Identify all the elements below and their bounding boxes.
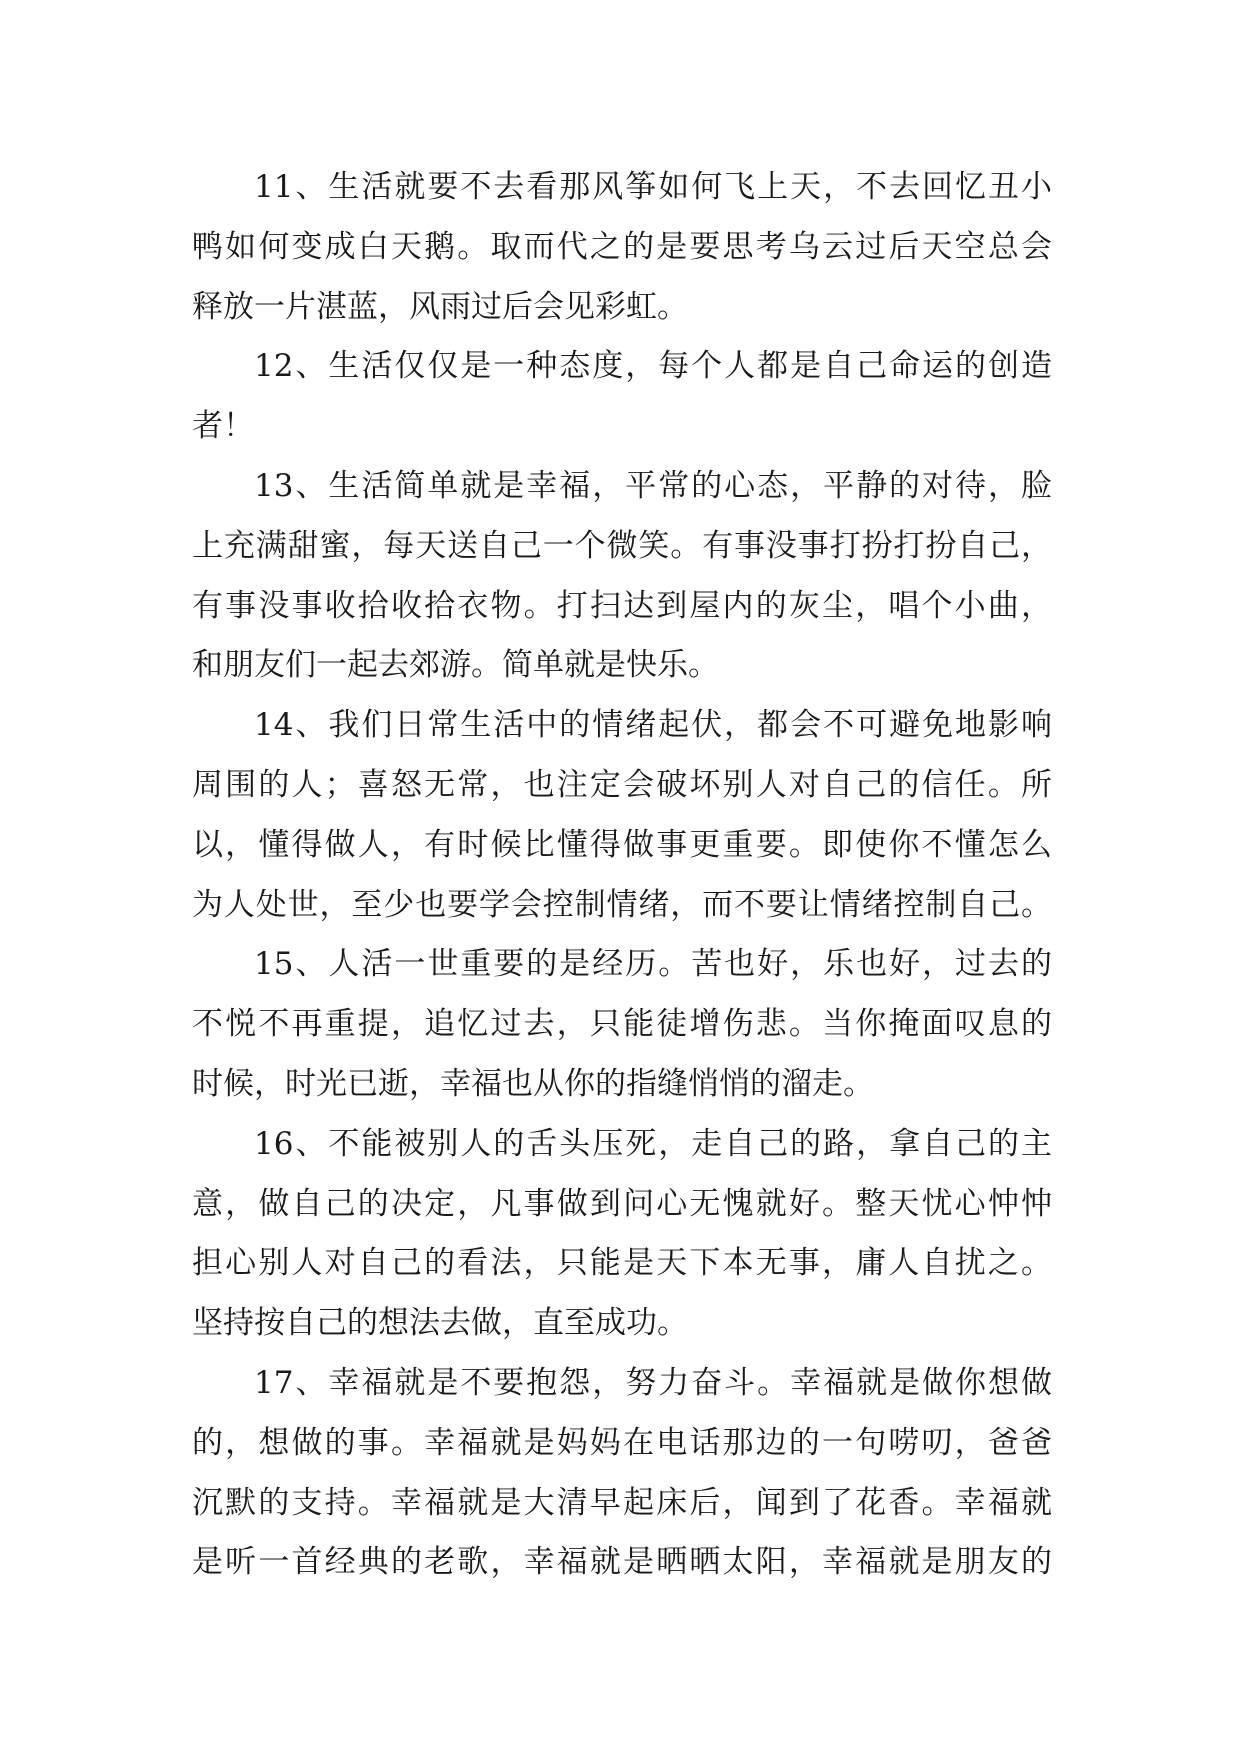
text-line: 13、生活简单就是幸福，平常的心态，平静的对待，脸 xyxy=(254,467,1052,504)
text-line: 周围的人；喜怒无常，也注定会破坏别人对自己的信任。所 xyxy=(192,766,1052,803)
text-line: 以，懂得做人，有时候比懂得做事更重要。即使你不懂怎么 xyxy=(192,826,1052,863)
text-line: 11、生活就要不去看那风筝如何飞上天，不去回忆丑小 xyxy=(254,169,1052,205)
text-line: 的，想做的事。幸福就是妈妈在电话那边的一句唠叨，爸爸 xyxy=(192,1424,1052,1461)
text-line: 12、生活仅仅是一种态度，每个人都是自己命运的创造 xyxy=(254,348,1052,385)
text-line: 为人处世，至少也要学会控制情绪，而不要让情绪控制自己。 xyxy=(192,886,1052,923)
paragraph-13 xyxy=(192,457,1052,696)
text-line: 担心别人对自己的看法，只能是天下本无事，庸人自扰之。 xyxy=(192,1245,1052,1282)
text-line: 不悦不再重提，追忆过去，只能徒增伤悲。当你掩面叹息的 xyxy=(192,1006,1052,1043)
text-line: 14、我们日常生活中的情绪起伏，都会不可避免地影响 xyxy=(254,707,1052,744)
text-line: 和朋友们一起去郊游。简单就是快乐。 xyxy=(192,647,719,684)
paragraph-16 xyxy=(192,1115,1052,1354)
paragraph-14 xyxy=(192,696,1052,935)
paragraph-15 xyxy=(192,935,1052,1114)
text-line: 意，做自己的决定，凡事做到问心无愧就好。整天忧心忡忡 xyxy=(192,1185,1052,1222)
text-line: 鸭如何变成白天鹅。取而代之的是要思考乌云过后天空总会 xyxy=(192,228,1052,265)
text-line: 坚持按自己的想法去做，直至成功。 xyxy=(192,1305,688,1342)
paragraph-12 xyxy=(192,337,1052,457)
text-line: 是听一首经典的老歌，幸福就是晒晒太阳，幸福就是朋友的 xyxy=(192,1544,1052,1581)
paragraph-11 xyxy=(192,158,1052,337)
text-line: 释放一片湛蓝，风雨过后会见彩虹。 xyxy=(192,288,688,325)
text-line: 时候，时光已逝，幸福也从你的指缝悄悄的溜走。 xyxy=(192,1065,874,1102)
text-line: 上充满甜蜜，每天送自己一个微笑。有事没事打扮打扮自己， xyxy=(192,527,1052,564)
paragraph-17 xyxy=(192,1354,1052,1593)
text-line: 者！ xyxy=(192,408,254,445)
text-line: 17、幸福就是不要抱怨，努力奋斗。幸福就是做你想做 xyxy=(254,1364,1052,1401)
text-line: 有事没事收拾收拾衣物。打扫达到屋内的灰尘，唱个小曲， xyxy=(192,587,1052,624)
text-line: 15、人活一世重要的是经历。苦也好，乐也好，过去的 xyxy=(254,946,1052,983)
text-line: 16、不能被别人的舌头压死，走自己的路，拿自己的主 xyxy=(254,1125,1052,1162)
document-body xyxy=(192,158,1052,1593)
text-line: 沉默的支持。幸福就是大清早起床后，闻到了花香。幸福就 xyxy=(192,1484,1052,1521)
